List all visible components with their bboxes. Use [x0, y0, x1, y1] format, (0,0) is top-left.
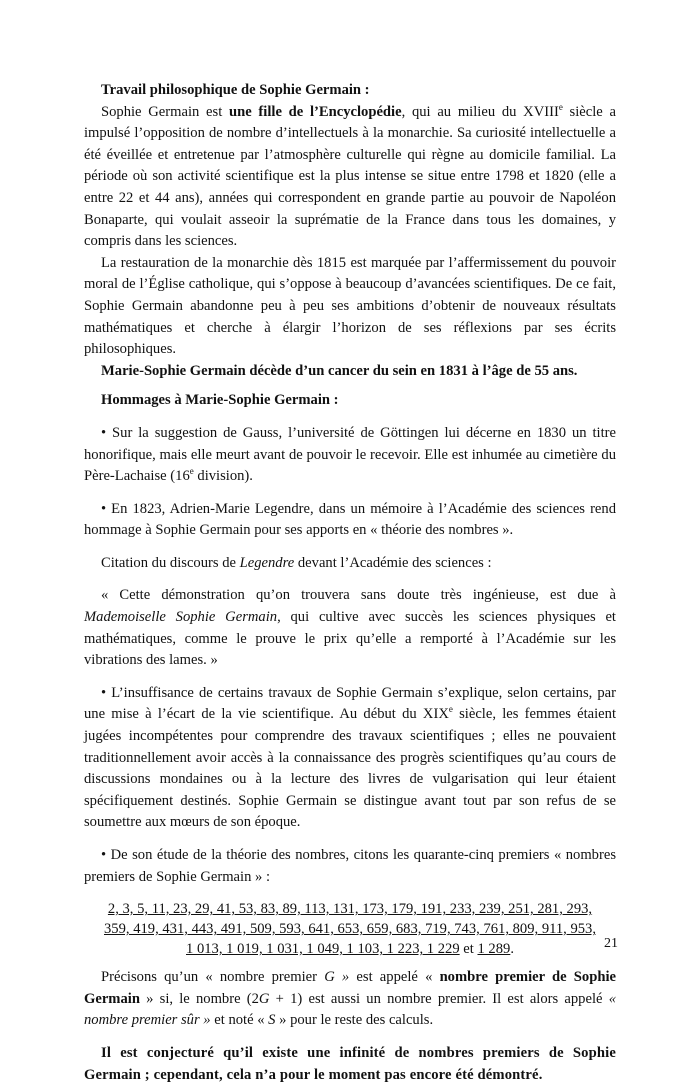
legendre-quote: « Cette démonstration qu’on trouvera sans doute très ingénieuse, est due à Mademoiselle Sophie Germain, qui cultive avec succès les sciences physiques et mathématiques, comme le prouve le prix qu’elle a remporté à l’Académie sur les vibrations des lames. » — [84, 587, 616, 669]
conjecture-statement: Il est conjecturé qu’il existe une infinité de nombres premiers de Sophie Germain ; cependant, cela n’a pour le moment pas encore été démontré. — [84, 1044, 616, 1083]
bullet-icon: • — [101, 847, 107, 863]
bullet-theorie-nombres: • De son étude de la théorie des nombres, citons les quarante-cinq premiers « nombres premiers de Sophie Germain » : — [84, 847, 616, 885]
primes-line: 1 013, 1 019, 1 031, 1 049, 1 103, 1 223, 1 229 et 1 289. — [186, 941, 514, 958]
primes-line: 2, 3, 5, 11, 23, 29, 41, 53, 83, 89, 113, 131, 173, 179, 191, 233, 239, 251, 281, 293, — [107, 901, 593, 918]
primes-line: 359, 419, 431, 443, 491, 509, 593, 641, 653, 659, 683, 719, 743, 761, 809, 911, 953, — [104, 921, 596, 938]
section-heading-philosophy: Travail philosophique de Sophie Germain : — [101, 82, 370, 98]
sophie-germain-primes-list — [84, 899, 616, 959]
page-number: 21 — [604, 936, 618, 951]
paragraph-encyclopedie: Sophie Germain est une fille de l’Encyclopédie, qui au milieu du XVIIIe siècle a impulsé l’opposition de nombre d’intellectuels à la monarchie. Sa curiosité intellectuelle a été éveillée et entretenue par l’atmosphère culturelle qui règne au domicile familial. La période où son activité scientifique est la plus intense se situe entre 1798 et 1820 (elle a entre 22 et 44 ans), années qui correspondent en grande partie au pouvoir de Napoléon Bonaparte, qui voulait asseoir la suprématie de la France dans tous les domaines, y compris dans les sciences. — [84, 101, 616, 250]
bullet-legendre: • En 1823, Adrien-Marie Legendre, dans un mémoire à l’Académie des sciences rend hommage à Sophie Germain pour ses apports en « théorie des nombres ». — [84, 500, 616, 539]
citation-intro: Citation du discours de Legendre devant l’Académie des sciences : — [101, 554, 492, 571]
definition-paragraph: Précisons qu’un « nombre premier G » est appelé « nombre premier de Sophie Germain » si, le nombre (2G + 1) est aussi un nombre premier. Il est alors appelé « nombre premier sûr » et noté « S » pour le reste des calculs. — [84, 969, 616, 1029]
bullet-icon: • — [101, 684, 107, 701]
bullet-icon: • — [101, 500, 107, 517]
document-page — [84, 80, 616, 1086]
bullet-gauss: • Sur la suggestion de Gauss, l’université de Göttingen lui décerne en 1830 un titre honorifique, mais elle meurt avant de pouvoir le recevoir. Elle est inhumée au cimetière du Père-Lachaise (16e division). — [84, 424, 616, 485]
bullet-icon: • — [101, 424, 107, 441]
death-statement: Marie-Sophie Germain décède d’un cancer du sein en 1831 à l’âge de 55 ans. — [101, 362, 578, 379]
section-heading-hommages: Hommages à Marie-Sophie Germain : — [101, 392, 339, 409]
paragraph-restauration: La restauration de la monarchie dès 1815 est marquée par l’affermissement du pouvoir moral de l’Église catholique, qui s’oppose à beaucoup d’avancées scientifiques. De ce fait, Sophie Germain abandonne peu à peu ses ambitions d’obtenir de nouveaux résultats mathématiques et cherche à élargir l’horizon de ses réflexions par ses écrits philosophiques. — [84, 254, 616, 358]
bullet-insuffisance: • L’insuffisance de certains travaux de Sophie Germain s’explique, selon certains, par une mise à l’écart de la vie scientifique. Au début du XIXe siècle, les femmes étaient jugées incompétentes pour comprendre des travaux scientifiques ; elles ne pouvaient traditionnellement avoir accès à la connaissance des progrès scientifiques qu’au cours de discussions mondaines ou à la lecture des livres de vulgarisation qui leur étaient spécifiquement destinés. Sophie Germain se distingue avant tout par son refus de se soumettre aux mœurs de son époque. — [84, 684, 617, 831]
